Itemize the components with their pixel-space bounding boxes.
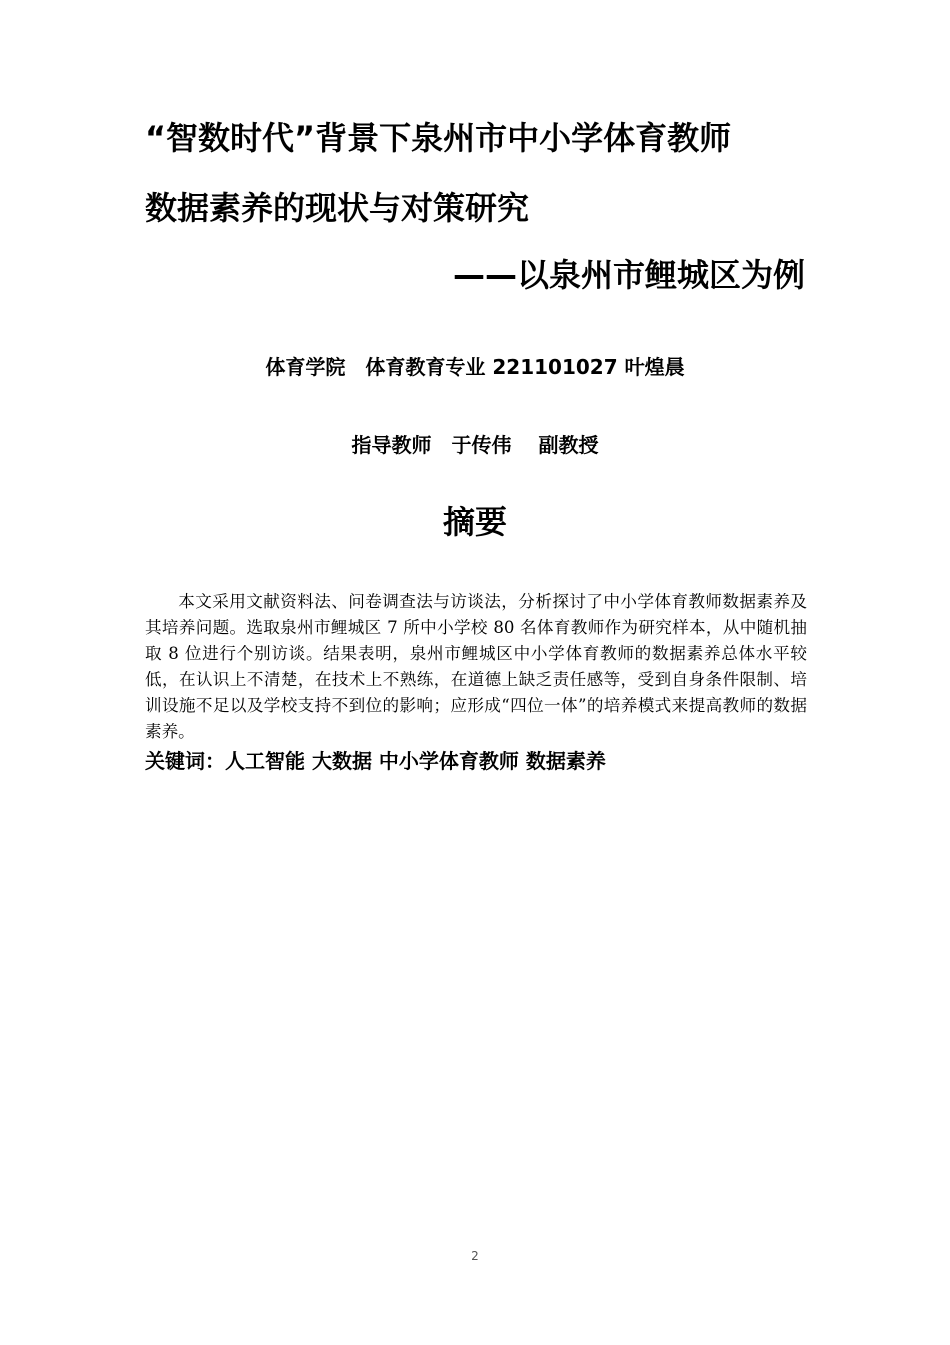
title-line-2: 数据素养的现状与对策研究 xyxy=(145,189,530,227)
keywords: 关键词：人工智能 大数据 中小学体育教师 数据素养 xyxy=(145,749,606,773)
page-number: 2 xyxy=(471,1249,479,1263)
abstract-body: 本文采用文献资料法、问卷调查法与访谈法，分析探讨了中小学体育教师数据素养及其培养问题。选取泉州市鲤城区 7 所中小学校 80 名体育教师作为研究样本，从中随机抽取 8 位进行个别访谈。结果表明，泉州市鲤城区中小学体育教师的数据素养总体水平较低，在认识上不清楚，在技术上不熟练，在道德上缺乏责任感等，受到自身条件限制、培训设施不足以及学校支持不到位的影响；应形成“四位一体”的培养模式来提高教师的数据素养。 xyxy=(145,591,807,741)
advisor-line: 指导教师 于传伟 副教授 xyxy=(351,433,599,457)
subtitle: ——以泉州市鲤城区为例 xyxy=(452,256,805,294)
abstract-heading: 摘要 xyxy=(442,503,507,541)
title-line-1: “智数时代”背景下泉州市中小学体育教师 xyxy=(145,119,732,157)
author-line: 体育学院 体育教育专业 221101027 叶煌晨 xyxy=(265,355,685,379)
